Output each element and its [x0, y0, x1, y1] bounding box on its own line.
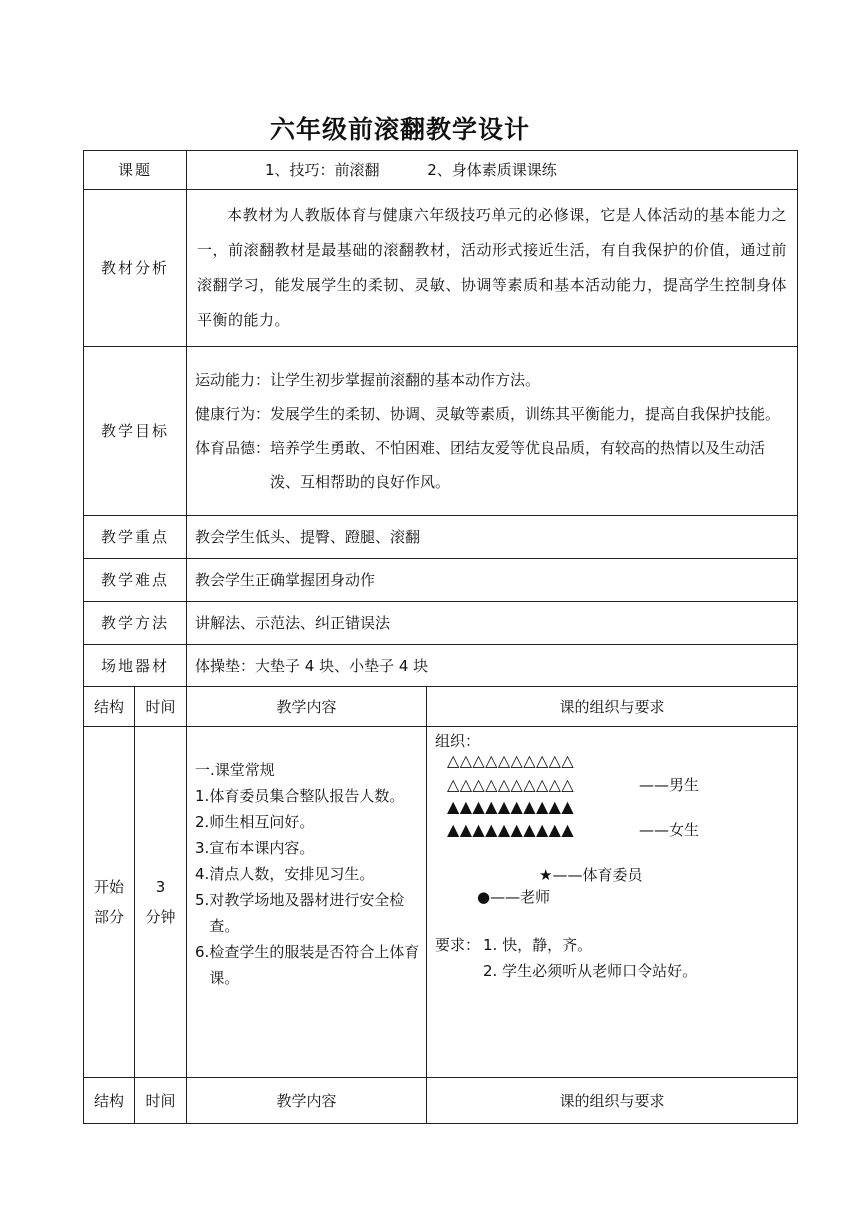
- item-number: 1.: [195, 787, 210, 805]
- topic-label: 课题: [84, 151, 187, 190]
- goals-label: 教学目标: [84, 347, 187, 516]
- goal-key: 体育品德：: [195, 439, 271, 457]
- content-header: 教学内容: [187, 1078, 427, 1124]
- formation-diagram: [427, 727, 797, 1077]
- section-time-value: 3: [155, 878, 166, 896]
- goal-key: 运动能力：: [195, 371, 271, 389]
- methods-label: 教学方法: [84, 602, 187, 645]
- structure-header: 结构: [84, 1078, 135, 1124]
- goal-value: 让学生初步掌握前滚翻的基本动作方法。: [270, 371, 541, 389]
- key-points-label: 教学重点: [84, 516, 187, 559]
- equipment-value: 体操垫：大垫子 4 块、小垫子 4 块: [187, 645, 798, 687]
- structure-header: 结构: [84, 687, 135, 727]
- goals-list: [187, 347, 798, 516]
- requirement-2: 2. 学生必须听从老师口令站好。: [483, 962, 698, 980]
- time-header: 时间: [135, 687, 187, 727]
- topic-row: [84, 151, 798, 190]
- item-number: 5.: [195, 891, 210, 909]
- requirements-label: 要求：: [435, 936, 481, 954]
- item-number: 4.: [195, 865, 210, 883]
- goal-item: [195, 431, 789, 499]
- methods-value: 讲解法、示范法、纠正错误法: [187, 602, 798, 645]
- item-number: 3.: [195, 839, 210, 857]
- key-points-row: [84, 516, 798, 559]
- boys-row-1: △△△△△△△△△△: [447, 751, 575, 770]
- methods-row: [84, 602, 798, 645]
- document-title: 六年级前滚翻教学设计: [269, 115, 530, 144]
- list-item: [195, 887, 420, 939]
- list-item: [195, 783, 420, 809]
- list-item: [195, 939, 420, 991]
- organization-header: 课的组织与要求: [427, 687, 798, 727]
- section-structure-label: 开始部分: [93, 878, 124, 926]
- organization-header: 课的组织与要求: [427, 1078, 798, 1124]
- item-text: 清点人数，安排见习生。: [209, 865, 375, 883]
- goal-item: [195, 363, 789, 397]
- girls-legend: ——女生: [639, 821, 700, 839]
- time-header: 时间: [135, 1078, 187, 1124]
- item-text: 宣布本课内容。: [209, 839, 315, 857]
- equipment-row: [84, 645, 798, 687]
- difficulties-row: [84, 559, 798, 602]
- section-time: [135, 727, 187, 1078]
- list-item: [195, 861, 420, 887]
- topic-value: 1、技巧：前滚翻 2、身体素质课课练: [187, 151, 798, 190]
- item-text: 检查学生的服装是否符合上体育课。: [209, 943, 420, 987]
- content-title: 一.课堂常规: [195, 761, 275, 779]
- footer-header-row: [84, 1078, 798, 1124]
- goals-row: [84, 347, 798, 516]
- list-item: [195, 809, 420, 835]
- section-header-row: [84, 687, 798, 727]
- analysis-text: 本教材为人教版体育与健康六年级技巧单元的必修课，它是人体活动的基本能力之一，前滚翻教材是最基础的滚翻教材，活动形式接近生活，有自我保护的价值，通过前滚翻学习，能发展学生的柔韧、灵敏、协调等素质和基本活动能力，提高学生控制身体平衡的能力。: [187, 190, 798, 347]
- organization-label: 组织：: [435, 732, 481, 750]
- list-item: [195, 835, 420, 861]
- teacher-legend: ●——老师: [477, 888, 551, 906]
- key-points-value: 教会学生低头、提臀、蹬腿、滚翻: [187, 516, 798, 559]
- difficulties-label: 教学难点: [84, 559, 187, 602]
- boys-legend: ——男生: [639, 776, 700, 794]
- difficulties-value: 教会学生正确掌握团身动作: [187, 559, 798, 602]
- goal-value: 发展学生的柔韧、协调、灵敏等素质，训练其平衡能力，提高自我保护技能。: [270, 405, 781, 423]
- section-content: [187, 727, 427, 1078]
- organization-cell: [427, 727, 798, 1078]
- goal-key: 健康行为：: [195, 405, 271, 423]
- equipment-label: 场地器材: [84, 645, 187, 687]
- girls-row-1: ▲▲▲▲▲▲▲▲▲▲: [447, 797, 575, 816]
- item-text: 对教学场地及器材进行安全检查。: [209, 891, 405, 935]
- goal-value: 培养学生勇敢、不怕困难、团结友爱等优良品质，有较高的热情以及生动活泼、互相帮助的良好作风。: [270, 439, 766, 491]
- content-header: 教学内容: [187, 687, 427, 727]
- boys-row-2: △△△△△△△△△△: [447, 775, 575, 794]
- analysis-row: [84, 190, 798, 347]
- lesson-plan-table: [83, 150, 798, 1124]
- requirement-1: 1. 快，静，齐。: [483, 936, 593, 954]
- item-number: 2.: [195, 813, 210, 831]
- item-text: 师生相互问好。: [209, 813, 315, 831]
- item-number: 6.: [195, 943, 210, 961]
- monitor-legend: ★——体育委员: [539, 866, 643, 884]
- girls-row-2: ▲▲▲▲▲▲▲▲▲▲: [447, 820, 575, 839]
- goal-item: [195, 397, 789, 431]
- item-text: 体育委员集合整队报告人数。: [209, 787, 405, 805]
- section-time-unit: 分钟: [145, 908, 176, 926]
- section-structure: [84, 727, 135, 1078]
- start-section-row: [84, 727, 798, 1078]
- analysis-label: 教材分析: [84, 190, 187, 347]
